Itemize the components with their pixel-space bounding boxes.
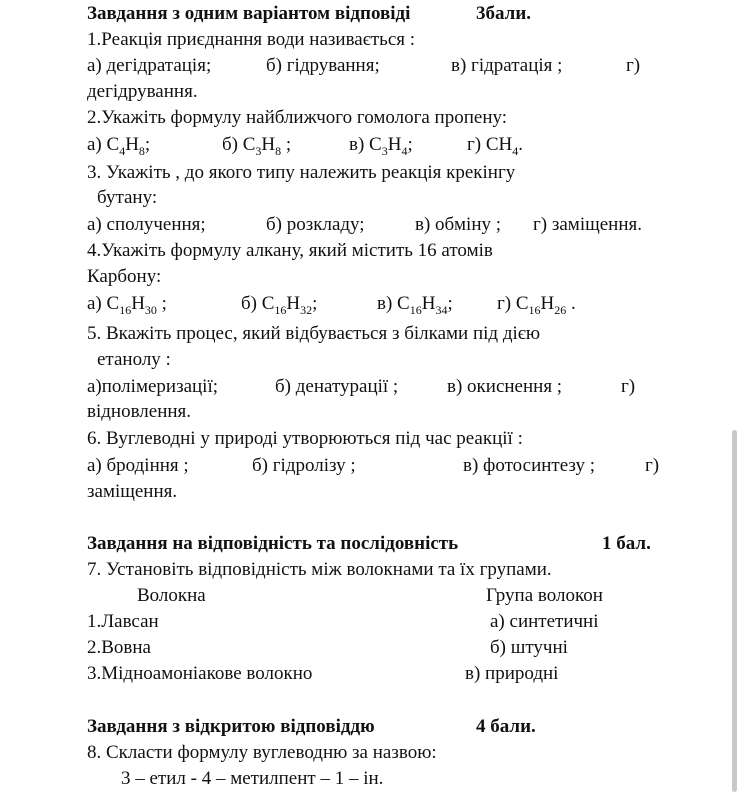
q5-option-c: в) окиснення ; bbox=[447, 376, 563, 397]
q1-option-b: б) гідрування; bbox=[266, 55, 380, 76]
q3-option-a: а) сполучення; bbox=[87, 214, 206, 235]
q2-option-c: в) $C_3H_4$; bbox=[349, 134, 413, 158]
q7-row-right: а) синтетичні bbox=[490, 611, 599, 632]
q7-column-headers bbox=[87, 583, 667, 609]
q2-option-b: б) $C_3H_8$ ; bbox=[222, 134, 292, 158]
q2-text: 2.Укажіть формулу найближчого гомолога пропену: bbox=[87, 107, 508, 128]
q7-row bbox=[87, 635, 667, 661]
section-3-header bbox=[87, 714, 667, 740]
q6-text: 6. Вуглеводні у природі утворюються під час реакції : bbox=[87, 428, 523, 449]
q4-options bbox=[87, 291, 667, 317]
q1-option-c: в) гідратація ; bbox=[451, 55, 563, 76]
q5-text-cont: етанолу : bbox=[97, 349, 171, 370]
q1-option-d-cont: дегідрування. bbox=[87, 81, 198, 102]
q4-text-cont: Карбону: bbox=[87, 266, 162, 287]
q6-option-d-cont: заміщення. bbox=[87, 481, 178, 502]
q7-row-right: б) штучні bbox=[490, 637, 568, 658]
q6-option-d: г) bbox=[645, 455, 660, 476]
q4-option-c: в) $C_{16}H_{34}$; bbox=[377, 293, 453, 317]
q1-option-d: г) bbox=[626, 55, 641, 76]
q4-option-d: г) $C_{16}H_{26}$ . bbox=[497, 293, 576, 317]
section-1-points: 3бали. bbox=[476, 3, 532, 24]
q3-text-cont: бутану: bbox=[97, 187, 158, 208]
q1-option-a: а) дегідратація; bbox=[87, 55, 212, 76]
q7-row-left: 1.Лавсан bbox=[87, 611, 159, 632]
q2-options bbox=[87, 132, 667, 158]
q5-options bbox=[87, 374, 667, 400]
section-2-points: 1 бал. bbox=[602, 533, 651, 554]
vertical-scrollbar[interactable] bbox=[732, 430, 737, 792]
section-2-header bbox=[87, 531, 667, 557]
q3-option-d: г) заміщення. bbox=[533, 214, 642, 235]
q3-options bbox=[87, 212, 667, 238]
q5-text: 5. Вкажіть процес, який відбувається з білками під дією bbox=[87, 323, 541, 344]
q1-options bbox=[87, 53, 667, 79]
q4-option-b: б) $C_{16}H_{32}$; bbox=[241, 293, 318, 317]
q7-col-fibers: Волокна bbox=[137, 585, 206, 606]
q7-row-left: 3.Мідноамоніакове волокно bbox=[87, 663, 313, 684]
q4-option-a: а) $C_{16}H_{30}$ ; bbox=[87, 293, 167, 317]
q2-option-a: а) $C_4H_8$; bbox=[87, 134, 151, 158]
section-1-header bbox=[87, 1, 667, 27]
q6-option-c: в) фотосинтезу ; bbox=[463, 455, 596, 476]
q6-option-a: а) бродіння ; bbox=[87, 455, 189, 476]
q6-option-b: б) гідролізу ; bbox=[252, 455, 356, 476]
q8-formula: 3 – етил - 4 – метилпент – 1 – ін. bbox=[121, 768, 384, 789]
q1-text: 1.Реакція приєднання води називається : bbox=[87, 29, 416, 50]
q5-option-d-cont: відновлення. bbox=[87, 401, 192, 422]
q3-text: 3. Укажіть , до якого типу належить реакція крекінгу bbox=[87, 162, 516, 183]
q6-options bbox=[87, 453, 667, 479]
section-3-title: Завдання з відкритою відповіддю bbox=[87, 716, 375, 737]
q4-text: 4.Укажіть формулу алкану, який містить 16 атомів bbox=[87, 240, 493, 261]
q7-row-right: в) природні bbox=[465, 663, 559, 684]
q7-row bbox=[87, 661, 667, 687]
q7-row bbox=[87, 609, 667, 635]
q3-option-c: в) обміну ; bbox=[415, 214, 502, 235]
q7-col-groups: Група волокон bbox=[486, 585, 603, 606]
q5-option-a: а)полімеризації; bbox=[87, 376, 219, 397]
q5-option-d: г) bbox=[621, 376, 636, 397]
q7-row-left: 2.Вовна bbox=[87, 637, 151, 658]
q2-option-d: г) $CH_4$. bbox=[467, 134, 524, 158]
section-1-title: Завдання з одним варіантом відповіді bbox=[87, 3, 411, 24]
q8-text: 8. Скласти формулу вуглеводню за назвою: bbox=[87, 742, 437, 763]
section-2-title: Завдання на відповідність та послідовність bbox=[87, 533, 459, 554]
q5-option-b: б) денатурації ; bbox=[275, 376, 399, 397]
q3-option-b: б) розкладу; bbox=[266, 214, 365, 235]
section-3-points: 4 бали. bbox=[476, 716, 536, 737]
q7-text: 7. Установіть відповідність між волокнами та їх групами. bbox=[87, 559, 552, 580]
